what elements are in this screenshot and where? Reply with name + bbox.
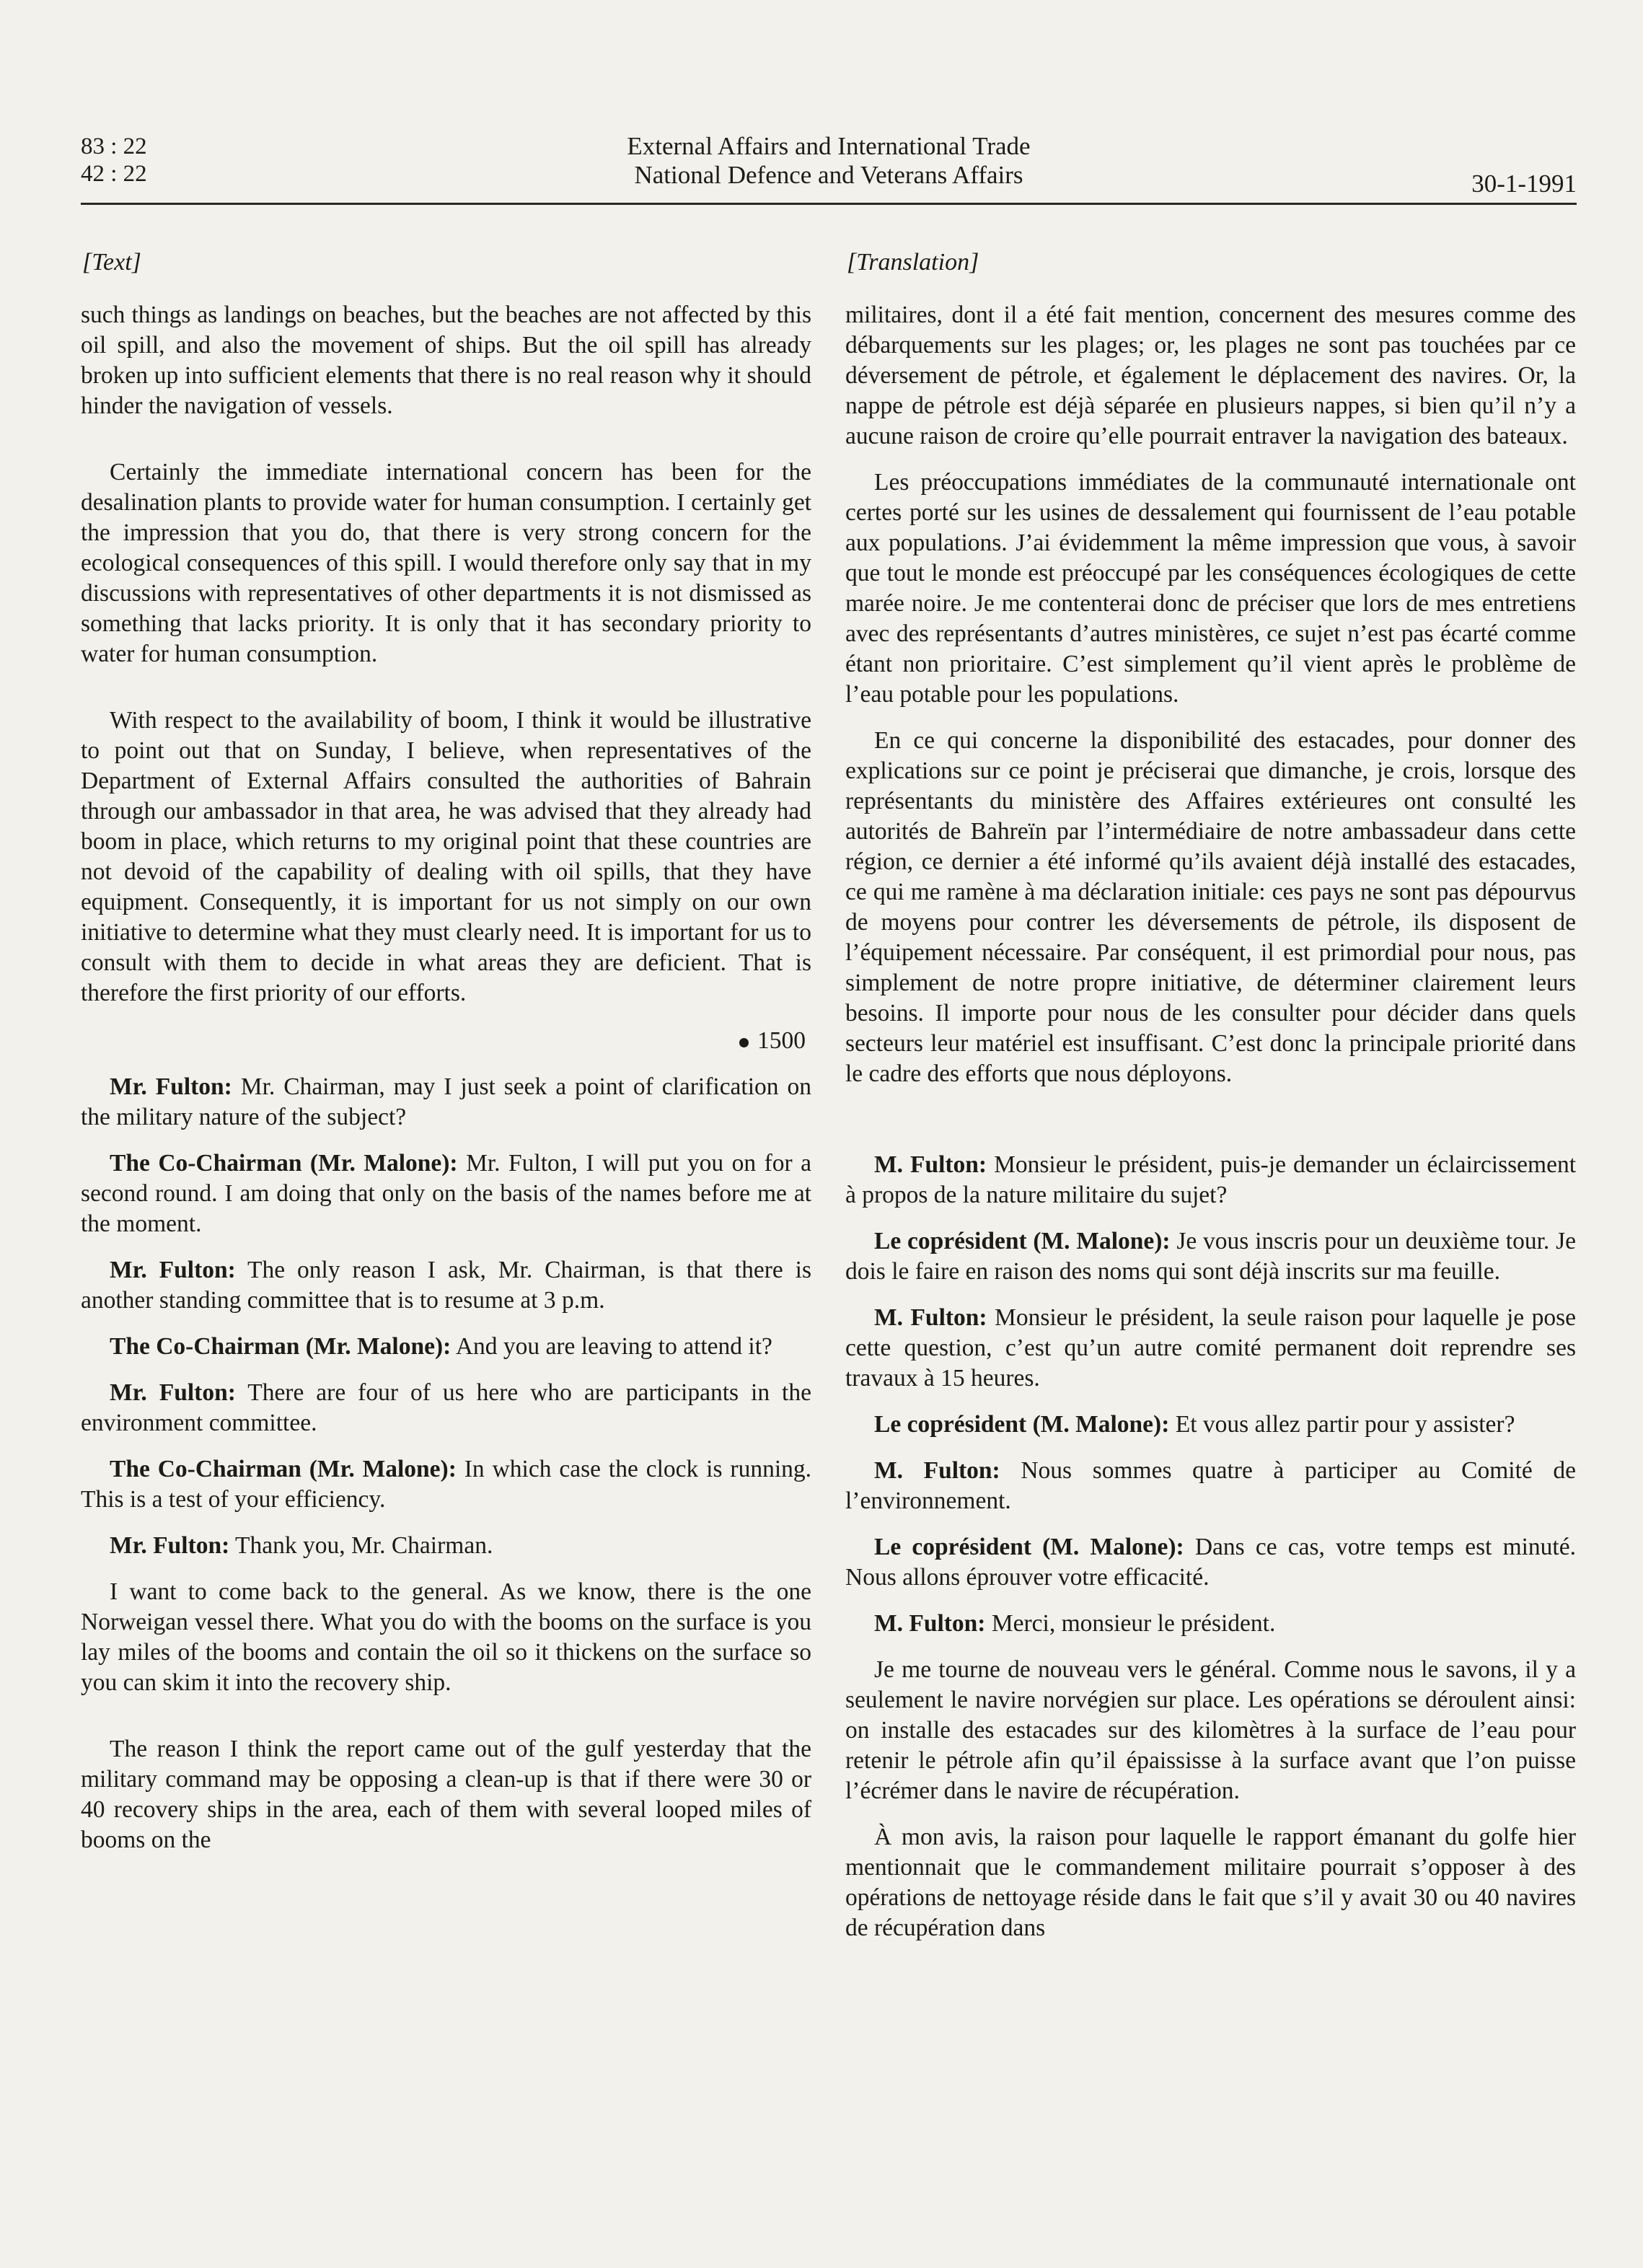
sitting-date: 30-1-1991	[1471, 170, 1577, 198]
column-tag-text: [Text]	[82, 249, 141, 276]
speech-text: Dans ce cas, votre temps est minuté. Nous allons éprouver votre efficacité.	[845, 1534, 1576, 1591]
exchange	[81, 1454, 811, 1515]
speech-text: Et vous allez partir pour y assister?	[1169, 1411, 1515, 1438]
french-column	[845, 245, 1576, 1959]
time-value: 1500	[757, 1027, 806, 1054]
committee-title-line-2: National Defence and Veterans Affairs	[634, 161, 1023, 189]
paragraph: such things as landings on beaches, but the beaches are not affected by this oil spill, and also the movement of ships. But the oil spill has already broken up into sufficient elements that there is no real reason why it should hinder the navigation of vessels.	[81, 302, 811, 419]
paragraph: With respect to the availability of boom, I think it would be illustrative to point out that on Sunday, I believe, when representatives of the Department of External Affairs consulted the authorities of Bahrain through our ambassador in that area, he was advised that they already had boom in place, which returns to my original point that these countries are not devoid of the capability of dealing with oil spills, that they have equipment. Consequently, it is important for us not simply on our own initiative to determine what they must clearly need. It is important for us to consult with them to decide in what areas they are deficient. That is therefore the first priority of our efforts.	[81, 707, 811, 1006]
paragraph: militaires, dont il a été fait mention, concernent des mesures comme des débarquements sur les plages; or, les plages ne sont pas touchées par ce déversement de pétrole, et également le déplacement des navires. Or, la nappe de pétrole est déjà séparée en plusieurs nappes, si bien qu’il n’y a aucune raison de croire qu’elle pourrait entraver la navigation des bateaux.	[845, 302, 1576, 449]
exchange	[81, 1734, 811, 1855]
speech-text: Monsieur le président, puis-je demander un éclaircissement à propos de la nature militaire du sujet?	[845, 1151, 1577, 1208]
paragraph: Les préoccupations immédiates de la communauté internationale ont certes porté sur les usines de dessalement qui fournissent de l’eau potable aux populations. J’ai évidemment la même impression que vous, à savoir que tout le monde est préoccupé par les conséquences écologiques de cette marée noire. Je me contenterai donc de préciser que lors de mes entretiens avec des représentants d’autres ministères, ce sujet n’est pas écarté comme étant non prioritaire. C’est simplement qu’il vient après le problème de l’eau potable pour les populations.	[845, 469, 1576, 708]
speaker-name: M. Fulton:	[874, 1457, 1000, 1484]
speech-text: Mr. Chairman, may I just seek a point of clarification on the military nature of the subject?	[81, 1073, 811, 1130]
speech-text: Je me tourne de nouveau vers le général. Comme nous le savons, il y a seulement le navire norvégien sur place. Les opérations se déroulent ainsi: on installe des estacades sur des kilomètres à la surface de l’eau pour retenir le pétrole afin qu’il épaississe à la surface avant que l’on puisse l’écrémer dans le navire de récupération.	[845, 1656, 1576, 1804]
speaker-name: The Co-Chairman (Mr. Malone):	[110, 1456, 457, 1482]
committee-title-line-1: External Affairs and International Trade	[627, 132, 1031, 160]
exchange	[81, 1378, 811, 1438]
exchange	[81, 1255, 811, 1316]
exchange	[81, 1531, 811, 1561]
exchange	[845, 1609, 1576, 1639]
bullet-icon	[739, 1038, 749, 1047]
exchange	[81, 1148, 811, 1239]
paragraph: En ce qui concerne la disponibilité des estacades, pour donner des explications sur ce point je préciserai que dimanche, je crois, lorsque des représentants du ministère des Affaires extérieures ont consulté les autorités de Bahreïn par l’intermédiaire de notre ambassadeur dans cette région, ce dernier a été informé qu’ils avaient déjà installé des estacades, ce qui me ramène à ma déclaration initiale: ces pays ne sont pas dépourvus de moyens pour contrer les déversements de pétrole, ils disposent de l’équipement nécessaire. Par conséquent, il est primordial pour nous, pas simplement de notre propre initiative, de déterminer clairement leurs besoins. Il importe pour nous de les consulter pour décider dans quels secteurs leur matériel est insuffisant. C’est donc la principale priorité dans le cadre des efforts que nous déployons.	[845, 727, 1576, 1087]
exchange	[845, 1150, 1576, 1210]
speech-text: And you are leaving to attend it?	[451, 1333, 772, 1360]
speaker-name: The Co-Chairman (Mr. Malone):	[110, 1333, 452, 1360]
speech-text: In which case the clock is running. This is a test of your efficiency.	[81, 1456, 811, 1513]
speaker-name: M. Fulton:	[874, 1610, 986, 1637]
speech-text: Merci, monsieur le président.	[985, 1610, 1276, 1637]
speech-text: Thank you, Mr. Chairman.	[229, 1532, 493, 1559]
page-header	[81, 133, 1577, 202]
speech-text: Nous sommes quatre à participer au Comité de l’environnement.	[845, 1457, 1576, 1514]
speaker-name: Mr. Fulton:	[110, 1257, 236, 1283]
paragraph: Certainly the immediate international concern has been for the desalination plants to provide water for human consumption. I certainly get the impression that you do, that there is very strong concern for the ecological consequences of this spill. I would therefore only say that in my discussions with representatives of other departments it is not dismissed as something that lacks priority. It is only that it has secondary priority to water for human consumption.	[81, 459, 811, 667]
exchange	[845, 1226, 1576, 1287]
exchange	[81, 1332, 811, 1362]
speech-text: There are four of us here who are participants in the environment committee.	[81, 1379, 811, 1436]
speech-text: I want to come back to the general. As we know, there is the one Norweigan vessel there. What you do with the booms on the surface is you lay miles of the booms and contain the oil so it thickens on the surface so you can skim it into the recovery ship.	[81, 1578, 811, 1696]
speaker-name: The Co-Chairman (Mr. Malone):	[110, 1150, 458, 1177]
issue-number-english: 83 : 22	[81, 133, 147, 159]
speech-text: The reason I think the report came out of the gulf yesterday that the military command may be opposing a clean-up is that if there were 30 or 40 recovery ships in the area, each of them with several looped miles of booms on the	[81, 1736, 811, 1853]
exchange	[845, 1655, 1576, 1806]
speech-text: Monsieur le président, la seule raison pour laquelle je pose cette question, c’est qu’un autre comité permanent doit reprendre ses travaux à 15 heures.	[845, 1304, 1576, 1392]
speech-text: The only reason I ask, Mr. Chairman, is that there is another standing committee that is to resume at 3 p.m.	[81, 1257, 811, 1314]
exchange	[845, 1532, 1576, 1593]
speaker-name: Le coprésident (M. Malone):	[874, 1534, 1184, 1560]
english-column	[81, 245, 811, 1871]
exchange	[845, 1410, 1576, 1440]
speaker-name: M. Fulton:	[874, 1151, 987, 1178]
exchange	[845, 1456, 1576, 1516]
time-marker	[81, 1026, 806, 1056]
speech-text: Je vous inscris pour un deuxième tour. Je dois le faire en raison des noms qui sont déjà inscrits sur ma feuille.	[845, 1228, 1576, 1285]
speaker-name: Le coprésident (M. Malone):	[874, 1228, 1171, 1254]
exchange	[845, 1303, 1576, 1394]
speaker-name: Mr. Fulton:	[110, 1379, 236, 1406]
header-rule	[81, 203, 1577, 205]
exchange	[81, 1577, 811, 1698]
issue-number-second: 42 : 22	[81, 161, 147, 187]
speech-text: À mon avis, la raison pour laquelle le rapport émanant du golfe hier mentionnait que le commandement militaire pourrait s’opposer à des opérations de nettoyage réside dans le fait que s’il y avait 30 ou 40 navires de récupération dans	[845, 1824, 1576, 1941]
exchange	[81, 1072, 811, 1133]
column-tag-translation: [Translation]	[847, 249, 979, 276]
speaker-name: Le coprésident (M. Malone):	[874, 1411, 1170, 1438]
exchange	[845, 1822, 1576, 1943]
speaker-name: Mr. Fulton:	[110, 1073, 232, 1100]
speaker-name: M. Fulton:	[874, 1304, 987, 1331]
speaker-name: Mr. Fulton:	[110, 1532, 230, 1559]
speech-text: Mr. Fulton, I will put you on for a second round. I am doing that only on the basis of the names before me at the moment.	[81, 1150, 811, 1237]
